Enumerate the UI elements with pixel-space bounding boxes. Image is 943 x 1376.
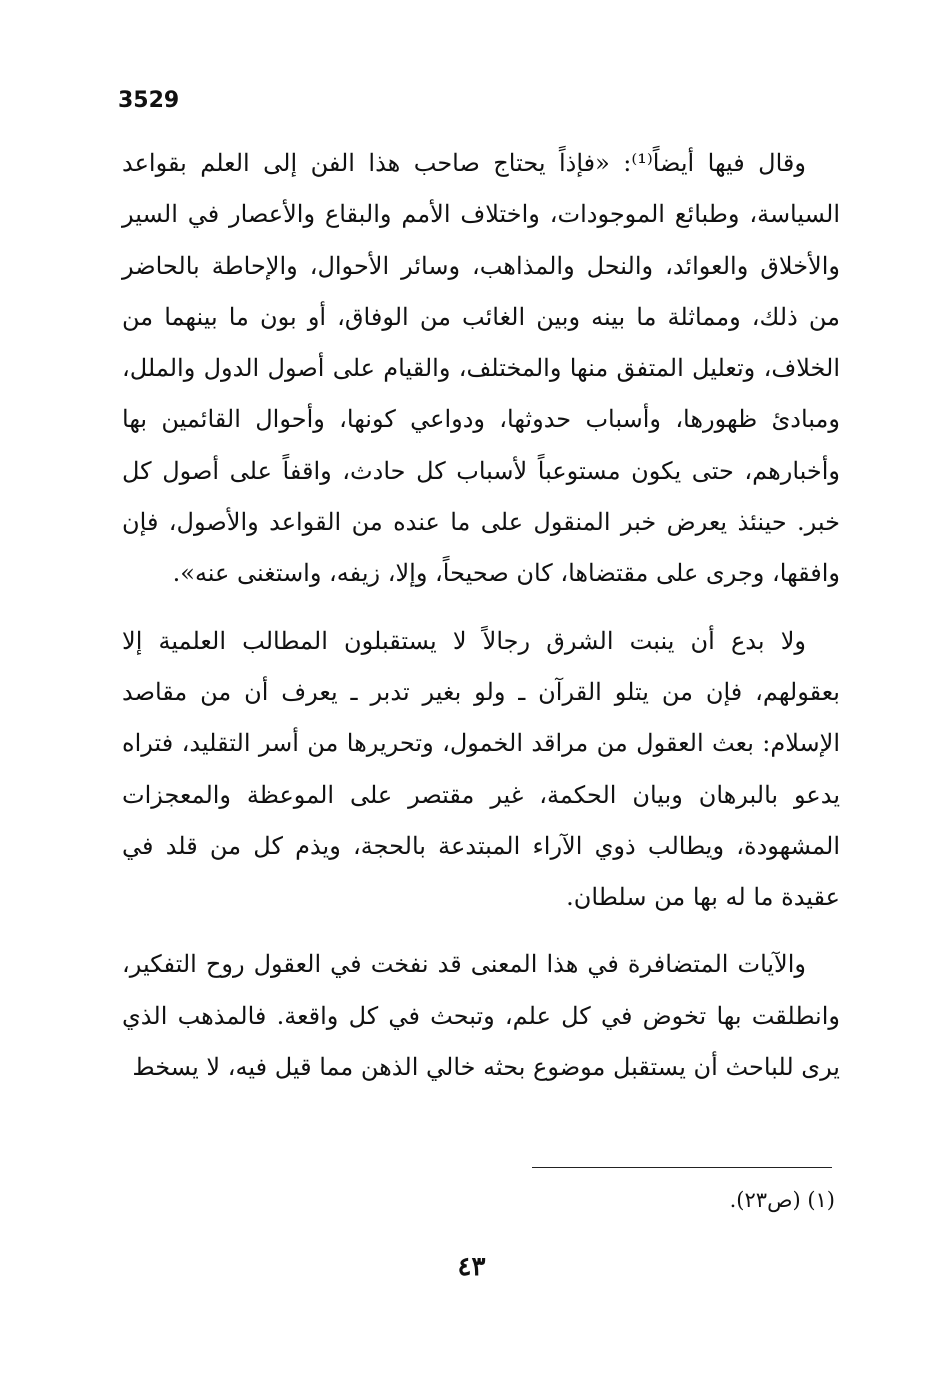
paragraph-2: ولا بدع أن ينبت الشرق رجالاً لا يستقبلون المطالب العلمية إلا بعقولهم، فإن من يتلو القرآن ـ ولو بغير تدبر ـ يعرف أن من مقاصد الإسلام: بعث العقول من مراقد الخمول، وتحريرها من أسر التقليد، فتراه يدعو بالبرهان وبيان الحكمة، غير مقتصر على الموعظة والمعجزات المشهودة، ويطالب ذوي الآراء المبتدعة بالحجة، ويذم كل من قلد في عقيدة ما له بها من سلطان. <box>122 626 840 912</box>
footnote-divider <box>532 1167 832 1168</box>
body-text <box>122 138 840 1093</box>
paragraph-3: والآيات المتضافرة في هذا المعنى قد نفخت في العقول روح التفكير، وانطلقت بها تخوض في كل علم، وتبحث في كل واقعة. فالمذهب الذي يرى للباحث أن يستقبل موضوع بحثه خالي الذهن مما قيل فيه، لا يسخط <box>122 950 840 1082</box>
paragraph-1: وقال فيها أيضاً⁽¹⁾: «فإذاً يحتاج صاحب هذا الفن إلى العلم بقواعد السياسة، وطبائع الموجودات، واختلاف الأمم والبقاع والأعصار في السير والأخلاق والعوائد، والنحل والمذاهب، وسائر الأحوال، والإحاطة بالحاضر من ذلك، ومماثلة ما بينه وبين الغائب من الوفاق، أو بون ما بينهما من الخلاف، وتعليل المتفق منها والمختلف، والقيام على أصول الدول والملل، ومبادئ ظهورها، وأسباب حدوثها، ودواعي كونها، وأحوال القائمين بها وأخبارهم، حتى يكون مستوعباً لأسباب كل حادث، واقفاً على أصول كل خبر. حينئذ يعرض خبر المنقول على ما عنده من القواعد والأصول، فإن وافقها، وجرى على مقتضاها، كان صحيحاً، وإلا، زيفه، واستغنى عنه». <box>122 149 841 588</box>
page-number: ٤٣ <box>457 1252 486 1282</box>
page-id: 3529 <box>118 88 180 113</box>
footnote: (١) (ص٢٣). <box>729 1188 835 1212</box>
